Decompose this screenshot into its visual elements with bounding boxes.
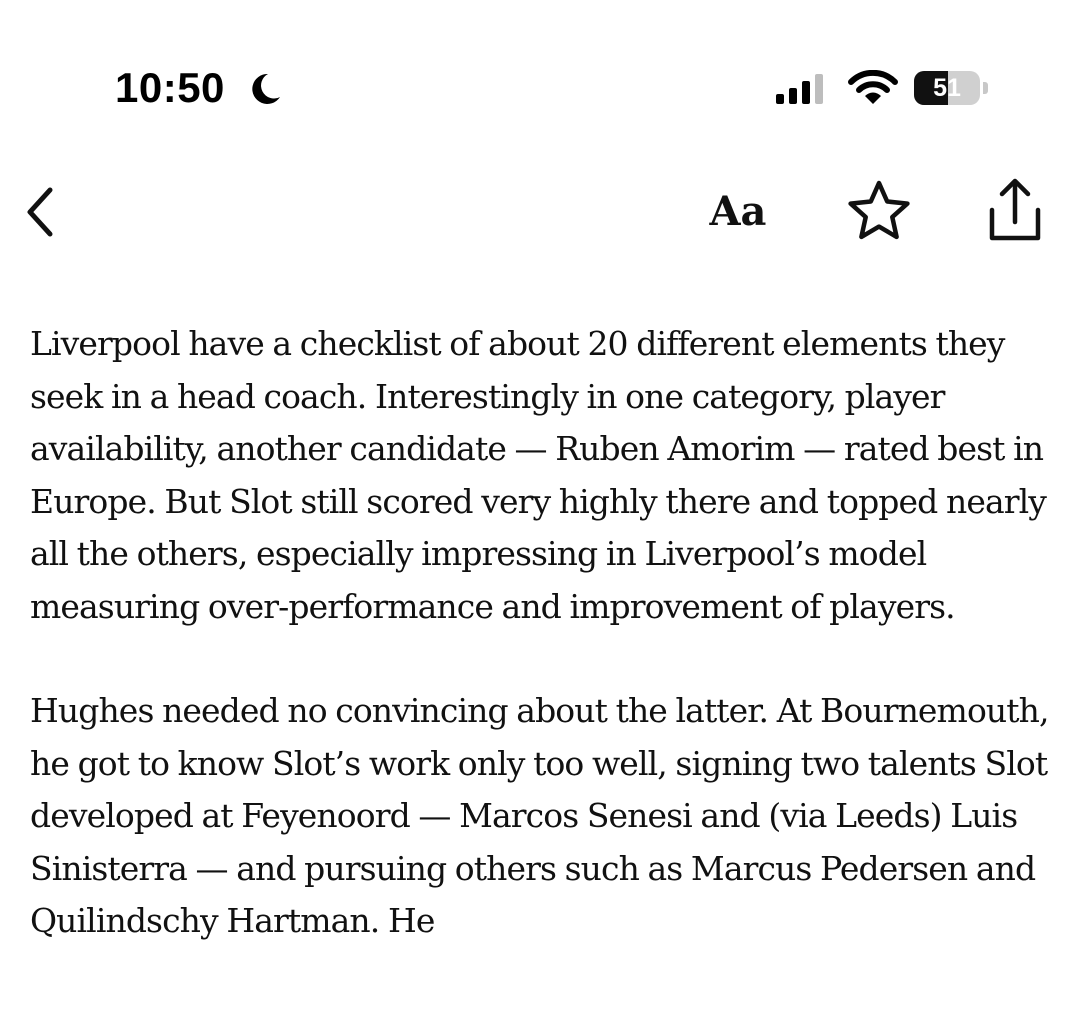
battery-cap <box>983 82 988 94</box>
text-size-button[interactable]: Aa <box>709 188 767 235</box>
star-icon <box>846 178 912 244</box>
signal-icon <box>776 74 828 104</box>
moon-icon <box>246 70 284 108</box>
article-body <box>30 318 1070 1000</box>
status-time: 10:50 <box>115 64 225 111</box>
article-paragraph: Hughes needed no convincing about the latter. At Bournemouth, he got to know Slot’s work only too well, signing two talents Slot developed at Feyenoord — Marcos Senesi and (via Leeds) Luis Sinisterra — and pursuing others such as Marcus Pedersen and Quilindschy Hartman. He <box>30 691 1049 940</box>
status-bar <box>0 0 1084 150</box>
battery-level: 51 <box>933 74 961 102</box>
bookmark-button[interactable] <box>846 178 912 244</box>
article-paragraph: Liverpool have a checklist of about 20 different elements they seek in a head coach. Interestingly in one category, player availability, another candidate — Ruben Amorim — rated best in Europe. But Slot still scored very highly there and topped nearly all the others, especially impressing in Liverpool’s model measuring over-performance and improvement of players. <box>30 324 1046 626</box>
share-icon <box>982 176 1048 244</box>
wifi-icon <box>848 70 898 106</box>
share-button[interactable] <box>982 176 1048 244</box>
article-toolbar <box>0 160 1084 260</box>
back-button[interactable] <box>18 184 66 240</box>
battery-body <box>914 71 980 105</box>
battery-icon <box>914 71 990 105</box>
chevron-left-icon <box>18 184 66 240</box>
